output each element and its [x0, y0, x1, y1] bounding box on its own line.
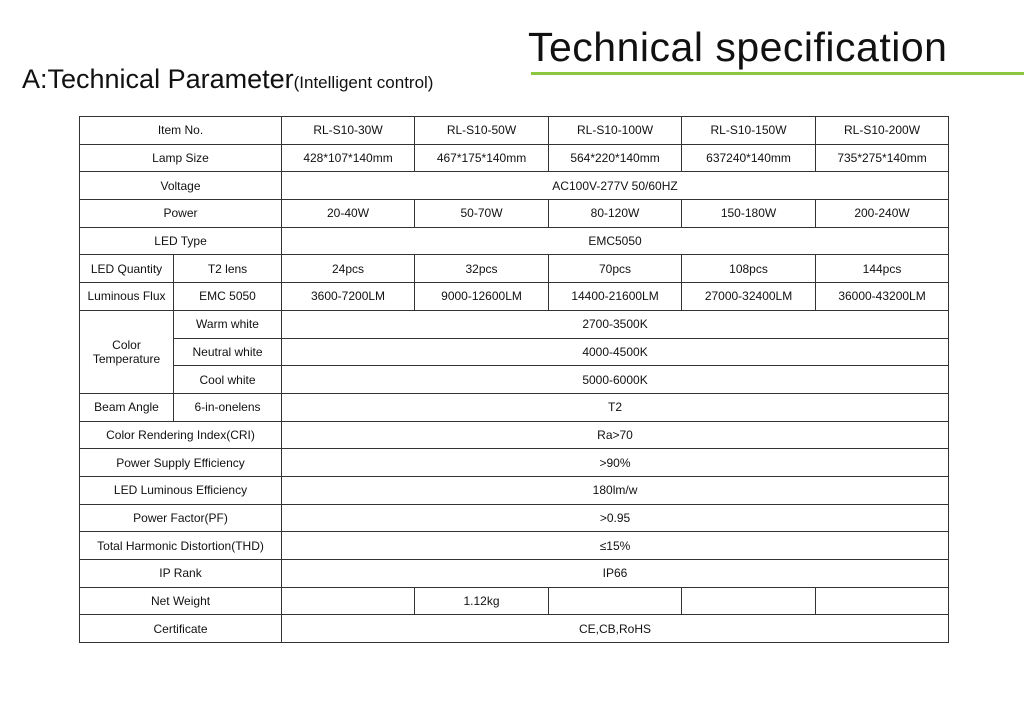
spec-table	[79, 116, 949, 643]
value-cell: 5000-6000K	[282, 366, 949, 394]
model-cell: RL-S10-30W	[282, 117, 415, 145]
table-row-net-weight	[80, 587, 949, 615]
row-label: Power Supply Efficiency	[80, 449, 282, 477]
table-row-luminous-flux	[80, 283, 949, 311]
model-cell: RL-S10-150W	[682, 117, 816, 145]
row-label: Beam Angle	[80, 393, 174, 421]
value-cell	[682, 587, 816, 615]
row-label: LED Luminous Efficiency	[80, 476, 282, 504]
row-label: Power Factor(PF)	[80, 504, 282, 532]
value-cell: 3600-7200LM	[282, 283, 415, 311]
row-label: Luminous Flux	[80, 283, 174, 311]
value-cell: 637240*140mm	[682, 144, 816, 172]
row-label: Net Weight	[80, 587, 282, 615]
section-title	[22, 64, 433, 95]
value-cell: 24pcs	[282, 255, 415, 283]
table-row-cri	[80, 421, 949, 449]
value-cell: 108pcs	[682, 255, 816, 283]
row-sublabel: 6-in-onelens	[174, 393, 282, 421]
value-cell: 428*107*140mm	[282, 144, 415, 172]
value-cell: >90%	[282, 449, 949, 477]
value-cell: IP66	[282, 560, 949, 588]
value-cell: 32pcs	[415, 255, 549, 283]
table-row-lamp-size	[80, 144, 949, 172]
value-cell	[549, 587, 682, 615]
color-label-line1: Color	[112, 337, 141, 352]
row-label: Total Harmonic Distortion(THD)	[80, 532, 282, 560]
value-cell: ≤15%	[282, 532, 949, 560]
table-row-led-luminous-efficiency	[80, 476, 949, 504]
value-cell: >0.95	[282, 504, 949, 532]
value-cell: 20-40W	[282, 200, 415, 228]
value-cell: T2	[282, 393, 949, 421]
table-row-color-temp-neutral	[80, 338, 949, 366]
value-cell	[816, 587, 949, 615]
value-cell: AC100V-277V 50/60HZ	[282, 172, 949, 200]
row-label: LED Quantity	[80, 255, 174, 283]
table-row-thd	[80, 532, 949, 560]
table-row-ip-rank	[80, 560, 949, 588]
model-cell: RL-S10-100W	[549, 117, 682, 145]
row-sublabel: Neutral white	[174, 338, 282, 366]
value-cell: 144pcs	[816, 255, 949, 283]
value-cell: 27000-32400LM	[682, 283, 816, 311]
table-row-power-supply-efficiency	[80, 449, 949, 477]
row-label: Voltage	[80, 172, 282, 200]
value-cell: 735*275*140mm	[816, 144, 949, 172]
row-sublabel: EMC 5050	[174, 283, 282, 311]
row-label: LED Type	[80, 227, 282, 255]
table-row-beam-angle	[80, 393, 949, 421]
table-row-power-factor	[80, 504, 949, 532]
row-sublabel: T2 lens	[174, 255, 282, 283]
table-row-color-temp-warm	[80, 310, 949, 338]
value-cell: 36000-43200LM	[816, 283, 949, 311]
color-label-line2: Temperature	[92, 351, 161, 366]
row-label-color-temperature	[80, 310, 174, 393]
value-cell: 200-240W	[816, 200, 949, 228]
value-cell: 180lm/w	[282, 476, 949, 504]
title-underline	[531, 72, 1024, 75]
value-cell: 150-180W	[682, 200, 816, 228]
row-label: Item No.	[80, 117, 282, 145]
row-label: Certificate	[80, 615, 282, 643]
table-row-led-quantity	[80, 255, 949, 283]
value-cell: EMC5050	[282, 227, 949, 255]
table-row-led-type	[80, 227, 949, 255]
model-cell: RL-S10-50W	[415, 117, 549, 145]
value-cell: 80-120W	[549, 200, 682, 228]
table-row-color-temp-cool	[80, 366, 949, 394]
table-row-power	[80, 200, 949, 228]
row-label: Lamp Size	[80, 144, 282, 172]
value-cell: CE,CB,RoHS	[282, 615, 949, 643]
value-cell: 1.12kg	[415, 587, 549, 615]
table-row-certificate	[80, 615, 949, 643]
row-sublabel: Warm white	[174, 310, 282, 338]
value-cell: 564*220*140mm	[549, 144, 682, 172]
table-row-item-no	[80, 117, 949, 145]
model-cell: RL-S10-200W	[816, 117, 949, 145]
table-row-voltage	[80, 172, 949, 200]
value-cell	[282, 587, 415, 615]
row-label: Power	[80, 200, 282, 228]
row-sublabel: Cool white	[174, 366, 282, 394]
value-cell: 70pcs	[549, 255, 682, 283]
value-cell: 14400-21600LM	[549, 283, 682, 311]
value-cell: 50-70W	[415, 200, 549, 228]
row-label: IP Rank	[80, 560, 282, 588]
value-cell: Ra>70	[282, 421, 949, 449]
value-cell: 2700-3500K	[282, 310, 949, 338]
value-cell: 467*175*140mm	[415, 144, 549, 172]
value-cell: 9000-12600LM	[415, 283, 549, 311]
value-cell: 4000-4500K	[282, 338, 949, 366]
section-title-note: (Intelligent control)	[293, 73, 434, 92]
row-label: Color Rendering Index(CRI)	[80, 421, 282, 449]
page-title: Technical specification	[528, 24, 948, 70]
section-title-text: A:Technical Parameter	[22, 64, 294, 94]
